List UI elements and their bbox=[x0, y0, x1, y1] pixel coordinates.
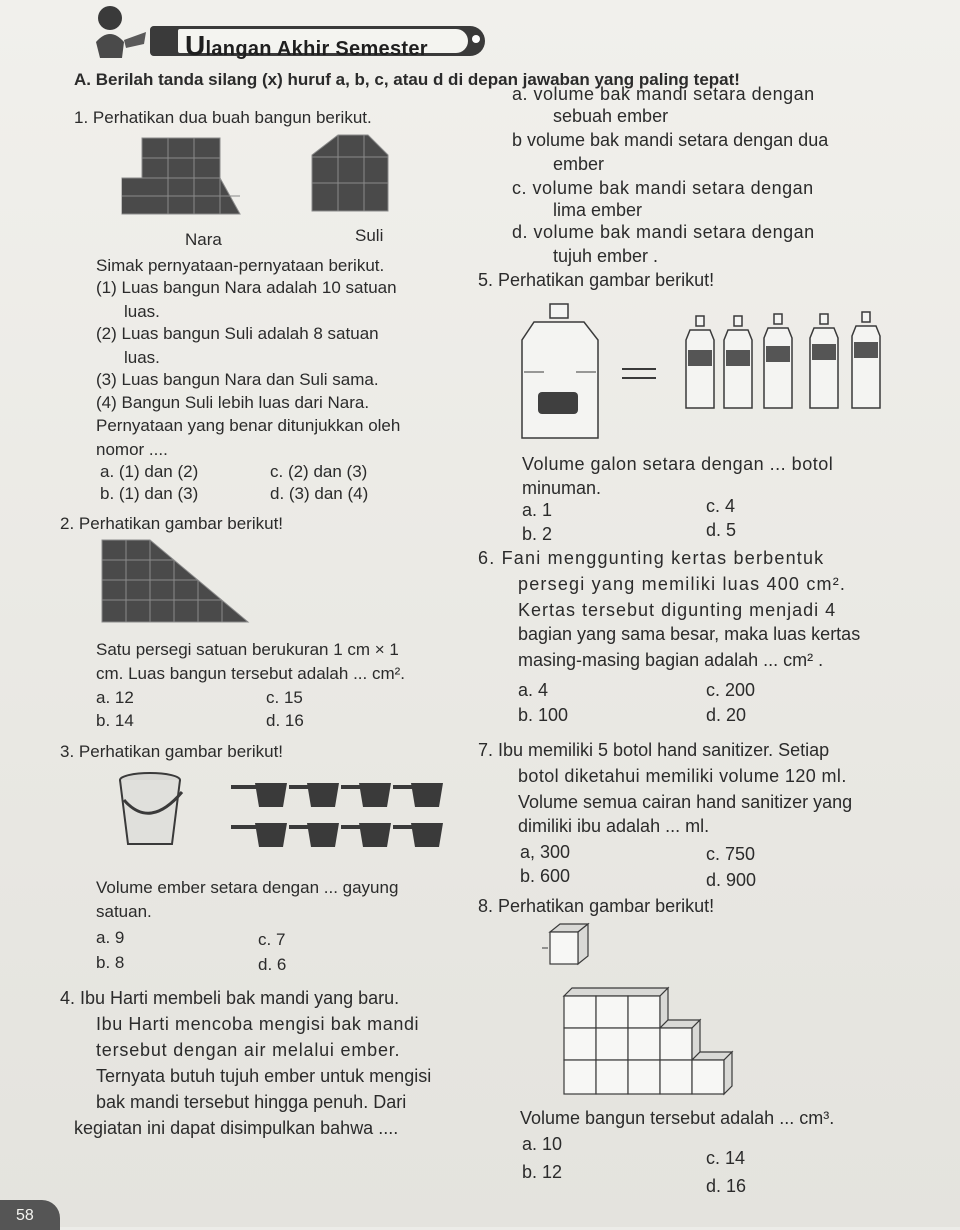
student-mascot-icon bbox=[88, 2, 158, 62]
nara-label: Nara bbox=[185, 230, 222, 249]
equals-icon bbox=[620, 364, 660, 384]
nara-shape bbox=[102, 136, 242, 216]
q4-option-b-cont: ember bbox=[553, 154, 605, 174]
stacked-cubes-shape bbox=[560, 982, 760, 1102]
q4-option-a[interactable]: a. volume bak mandi setara dengan bbox=[512, 84, 815, 104]
q5-text-cont: minuman. bbox=[522, 478, 602, 498]
q6-text: 6. Fani menggunting kertas berbentuk bbox=[478, 548, 825, 568]
q7-option-b[interactable]: b. 600 bbox=[520, 866, 571, 886]
q2-option-d[interactable]: d. 16 bbox=[266, 711, 304, 730]
q1-prompt: 1. Perhatikan dua buah bangun berikut. bbox=[74, 108, 372, 127]
q4-option-c-cont: lima ember bbox=[553, 200, 643, 220]
q5-option-b[interactable]: b. 2 bbox=[522, 524, 553, 544]
q4-option-b[interactable]: b volume bak mandi setara dengan dua bbox=[512, 130, 829, 150]
q7-text: dimiliki ibu adalah ... ml. bbox=[518, 816, 710, 836]
q8-option-c[interactable]: c. 14 bbox=[706, 1148, 746, 1168]
q1-question-cont: nomor .... bbox=[96, 440, 168, 459]
q1-option-c[interactable]: c. (2) dan (3) bbox=[270, 462, 368, 481]
q7-text: 7. Ibu memiliki 5 botol hand sanitizer. Setiap bbox=[478, 740, 830, 760]
q4-text: kegiatan ini dapat disimpulkan bahwa .... bbox=[74, 1118, 399, 1138]
q5-option-a[interactable]: a. 1 bbox=[522, 500, 553, 520]
q2-text: Satu persegi satuan berukuran 1 cm × 1 bbox=[96, 640, 399, 659]
bucket-icon bbox=[112, 770, 192, 850]
q2-option-b[interactable]: b. 14 bbox=[96, 711, 134, 730]
q2-option-c[interactable]: c. 15 bbox=[266, 688, 303, 707]
q3-option-d[interactable]: d. 6 bbox=[258, 955, 287, 974]
q7-text: botol diketahui memiliki volume 120 ml. bbox=[518, 766, 847, 786]
q2-triangle-shape bbox=[100, 538, 250, 624]
q5-prompt: 5. Perhatikan gambar berikut! bbox=[478, 270, 715, 290]
q2-prompt: 2. Perhatikan gambar berikut! bbox=[60, 514, 284, 533]
q6-text: persegi yang memiliki luas 400 cm². bbox=[518, 574, 847, 594]
q8-option-a[interactable]: a. 10 bbox=[522, 1134, 563, 1154]
q1-intro: Simak pernyataan-pernyataan berikut. bbox=[96, 256, 385, 275]
q3-option-a[interactable]: a. 9 bbox=[96, 928, 125, 947]
page-number: 58 bbox=[16, 1207, 34, 1224]
q4-text: bak mandi tersebut hingga penuh. Dari bbox=[96, 1092, 407, 1112]
q3-option-c[interactable]: c. 7 bbox=[258, 930, 286, 949]
q4-text: 4. Ibu Harti membeli bak mandi yang baru. bbox=[60, 988, 400, 1008]
decorative-dot bbox=[472, 35, 480, 43]
q8-option-d[interactable]: d. 16 bbox=[706, 1176, 747, 1196]
q1-statement: (1) Luas bangun Nara adalah 10 satuan bbox=[96, 278, 397, 297]
unit-cube-icon bbox=[540, 920, 600, 970]
q1-statement: (3) Luas bangun Nara dan Suli sama. bbox=[96, 370, 379, 389]
section-instruction: A. Berilah tanda silang (x) huruf a, b, c, atau d di depan jawaban yang paling tepat! bbox=[74, 70, 740, 89]
q8-option-b[interactable]: b. 12 bbox=[522, 1162, 563, 1182]
q4-option-a-cont: sebuah ember bbox=[553, 106, 669, 126]
q6-option-a[interactable]: a. 4 bbox=[518, 680, 549, 700]
q5-text: Volume galon setara dengan ... botol bbox=[522, 454, 834, 474]
q1-statement: (2) Luas bangun Suli adalah 8 satuan bbox=[96, 324, 379, 343]
q3-text: Volume ember setara dengan ... gayung bbox=[96, 878, 399, 897]
q2-text-cont: cm. Luas bangun tersebut adalah ... cm². bbox=[96, 664, 406, 683]
gallon-icon bbox=[516, 300, 606, 445]
page-title: Ulangan Akhir Semester bbox=[185, 30, 428, 61]
q4-text: tersebut dengan air melalui ember. bbox=[96, 1040, 401, 1060]
q3-option-b[interactable]: b. 8 bbox=[96, 953, 125, 972]
q1-statement-cont: luas. bbox=[124, 348, 160, 367]
q4-text: Ibu Harti mencoba mengisi bak mandi bbox=[96, 1014, 420, 1034]
q6-text: bagian yang sama besar, maka luas kertas bbox=[518, 624, 861, 644]
q4-option-c[interactable]: c. volume bak mandi setara dengan bbox=[512, 178, 814, 198]
q2-option-a[interactable]: a. 12 bbox=[96, 688, 134, 707]
q7-option-a[interactable]: a, 300 bbox=[520, 842, 571, 862]
q6-text: Kertas tersebut digunting menjadi 4 bbox=[518, 600, 837, 620]
q1-option-a[interactable]: a. (1) dan (2) bbox=[100, 462, 199, 481]
q3-prompt: 3. Perhatikan gambar berikut! bbox=[60, 742, 284, 761]
bottle-icons bbox=[680, 310, 890, 410]
suli-label: Suli bbox=[355, 226, 384, 245]
q1-statement-cont: luas. bbox=[124, 302, 160, 321]
q4-option-d-cont: tujuh ember . bbox=[553, 246, 659, 266]
q1-option-b[interactable]: b. (1) dan (3) bbox=[100, 484, 199, 503]
q5-option-d[interactable]: d. 5 bbox=[706, 520, 737, 540]
q1-statement: (4) Bangun Suli lebih luas dari Nara. bbox=[96, 393, 370, 412]
q6-option-c[interactable]: c. 200 bbox=[706, 680, 756, 700]
q3-text-cont: satuan. bbox=[96, 902, 152, 921]
q8-prompt: 8. Perhatikan gambar berikut! bbox=[478, 896, 715, 916]
q6-option-b[interactable]: b. 100 bbox=[518, 705, 569, 725]
q4-option-d[interactable]: d. volume bak mandi setara dengan bbox=[512, 222, 815, 242]
q7-option-c[interactable]: c. 750 bbox=[706, 844, 756, 864]
suli-shape bbox=[308, 133, 398, 213]
q1-question: Pernyataan yang benar ditunjukkan oleh bbox=[96, 416, 401, 435]
q8-text: Volume bangun tersebut adalah ... cm³. bbox=[520, 1108, 835, 1128]
q6-text: masing-masing bagian adalah ... cm² . bbox=[518, 650, 824, 670]
q7-text: Volume semua cairan hand sanitizer yang bbox=[518, 792, 853, 812]
q6-option-d[interactable]: d. 20 bbox=[706, 705, 747, 725]
q4-text: Ternyata butuh tujuh ember untuk mengisi bbox=[96, 1066, 432, 1086]
q5-option-c[interactable]: c. 4 bbox=[706, 496, 736, 516]
q7-option-d[interactable]: d. 900 bbox=[706, 870, 757, 890]
ladle-icons bbox=[225, 775, 445, 855]
q1-option-d[interactable]: d. (3) dan (4) bbox=[270, 484, 369, 503]
